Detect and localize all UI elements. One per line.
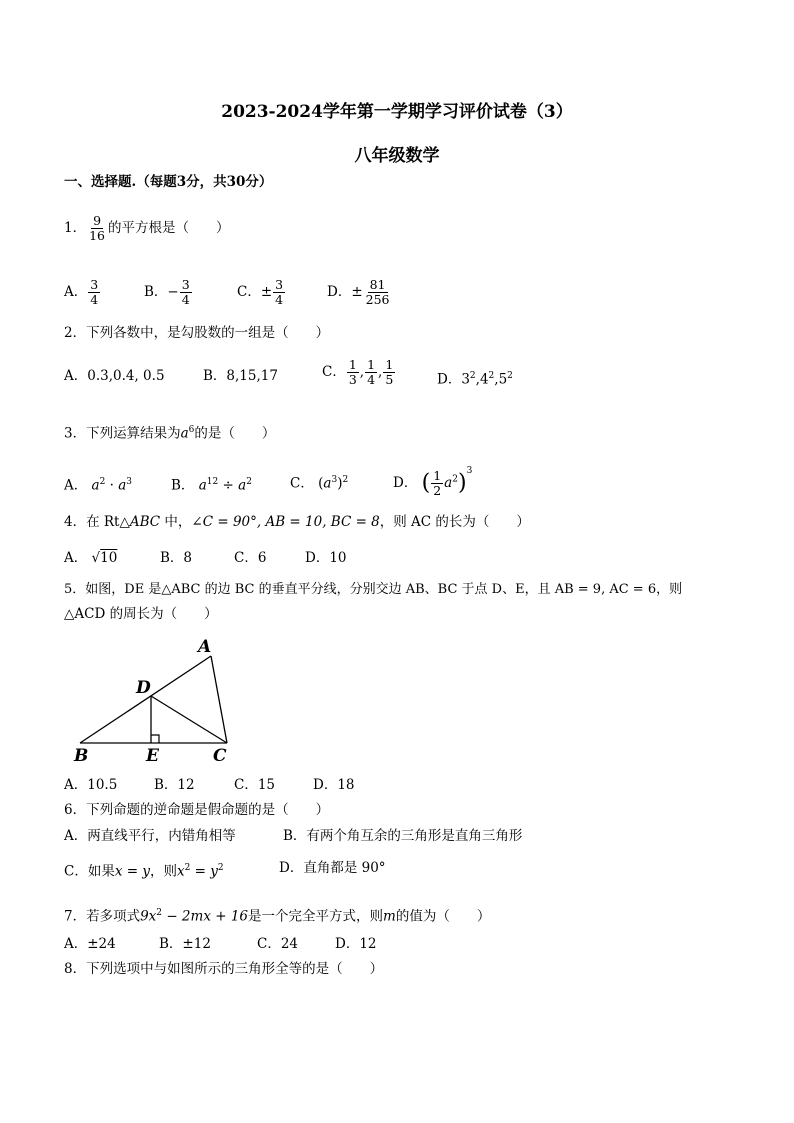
q6-option-c: C．如果x = y，则$x^2 = y^2$ bbox=[64, 863, 224, 880]
triangle-figure bbox=[70, 636, 250, 766]
label-c: C bbox=[213, 746, 227, 766]
q7-option-d: D．12 bbox=[335, 936, 377, 952]
q7-option-b: B．±12 bbox=[159, 936, 211, 952]
q1-text: 的平方根是（ ） bbox=[108, 220, 230, 236]
label-d: D bbox=[136, 678, 151, 698]
q5-option-a: A．10.5 bbox=[64, 777, 118, 793]
q3-option-a: A． $a^2 \cdot a^3$ bbox=[64, 477, 133, 494]
question-2: 2．下列各数中，是勾股数的一组是（ ） bbox=[64, 325, 330, 341]
question-6: 6．下列命题的逆命题是假命题的是（ ） bbox=[64, 802, 330, 818]
q6-option-d: D．直角都是 90° bbox=[279, 860, 386, 876]
question-8: 8．下列选项中与如图所示的三角形全等的是（ ） bbox=[64, 961, 384, 977]
q2-option-c: C． $\frac{1}{3}$ , $\frac{1}{4}$ , $\frac{1}{5}$ bbox=[322, 357, 394, 387]
segment-ba bbox=[80, 656, 211, 743]
q5-option-c: C．15 bbox=[234, 777, 276, 793]
label-b: B bbox=[74, 746, 89, 766]
q4-option-c: C．6 bbox=[234, 550, 267, 566]
question-5-line-2: △ACD 的周长为（ ） bbox=[64, 606, 218, 622]
q1-option-d: D．± $\frac{81}{256}$ bbox=[327, 277, 390, 307]
right-angle-mark bbox=[151, 735, 159, 743]
label-a: A bbox=[198, 637, 212, 657]
q1-option-b: B．− $\frac{3}{4}$ bbox=[144, 277, 190, 307]
q7-option-c: C．24 bbox=[257, 936, 299, 952]
segment-ac bbox=[211, 656, 227, 743]
exam-title: 2023-2024学年第一学期学习评价试卷（3） bbox=[221, 102, 573, 122]
q5-option-b: B．12 bbox=[154, 777, 195, 793]
q2-option-a: A．0.3,0.4, 0.5 bbox=[64, 368, 165, 384]
q5-option-d: D．18 bbox=[313, 777, 355, 793]
q4-option-a: A． √10 bbox=[64, 550, 118, 566]
exam-subtitle: 八年级数学 bbox=[354, 146, 440, 166]
section-heading: 一、选择题.（每题3分，共30分） bbox=[64, 174, 273, 190]
q1-option-c: C．± $\frac{3}{4}$ bbox=[237, 277, 284, 307]
q4-option-d: D．10 bbox=[305, 550, 347, 566]
question-1 bbox=[64, 214, 230, 243]
q4-option-b: B．8 bbox=[160, 550, 193, 566]
segment-dc bbox=[151, 696, 227, 743]
label-e: E bbox=[146, 746, 159, 766]
question-7: 7．若多项式$9x^2 - 2mx + 16$是一个完全平方式，则m的值为（ ） bbox=[64, 908, 491, 925]
q6-option-a: A．两直线平行，内错角相等 bbox=[64, 828, 236, 844]
q1-fraction: $\frac{9}{16}$ bbox=[89, 213, 105, 243]
question-5-line-1: 5．如图，DE 是△ABC 的边 BC 的垂直平分线，分别交边 AB、BC 于点 D、E，且 AB = 9, AC = 6，则 bbox=[64, 582, 683, 597]
question-4: 4．在 Rt△ABC 中，∠C = 90°, AB = 10, BC = 8，则 AC 的长为（ ） bbox=[64, 514, 530, 530]
q7-option-a: A．±24 bbox=[64, 936, 116, 952]
q3-option-c: C． $(a^3)^2$ bbox=[290, 475, 349, 492]
q1-option-a: A． $\frac{3}{4}$ bbox=[64, 277, 99, 307]
question-3: 3．下列运算结果为$a^6$的是（ ） bbox=[64, 425, 276, 442]
q3-option-d: D． ( $\frac{1}{2}$ $a^2)^3$ bbox=[393, 466, 473, 498]
q2-option-d: D．$3^2,4^2,5^2$ bbox=[437, 371, 513, 388]
q2-option-b: B．8,15,17 bbox=[203, 368, 278, 384]
q3-option-b: B． $a^{12} \div a^2$ bbox=[171, 477, 252, 494]
q6-option-b: B．有两个角互余的三角形是直角三角形 bbox=[283, 828, 523, 844]
q1-number: 1． bbox=[64, 220, 87, 236]
